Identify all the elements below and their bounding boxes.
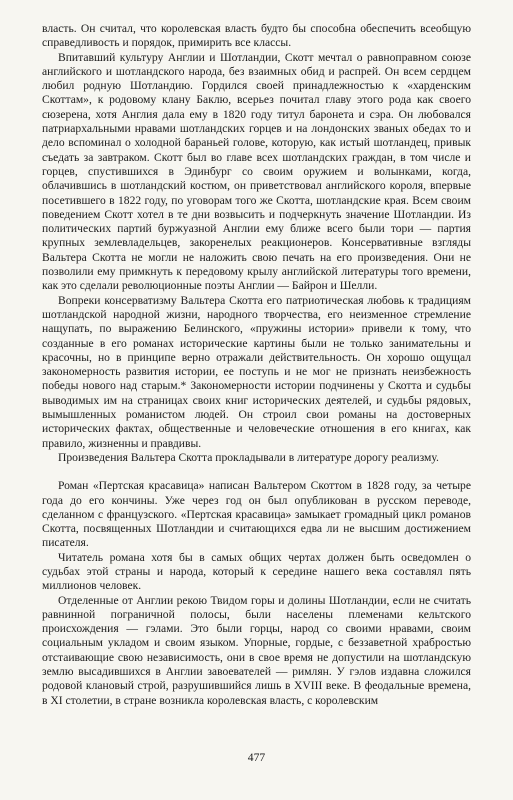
paragraph: Читатель романа хотя бы в самых общих чертах должен быть осведомлен о судьбах этой страны и народа, который к середине нашего века составлял пять миллионов человек. (42, 550, 471, 593)
section-gap (42, 465, 471, 479)
paragraph: Вопреки консерватизму Вальтера Скотта его патриотическая любовь к традициям шотландской народной жизни, народного творчества, его неизменное стремление нащупать, по выражению Белинского, «пружины истории» привели к тому, что созданные в его романах исторические картины были не только занимательны и красочны, но в принципе верно отражали действительность. Он хорошо ощущал закономерность развития истории, ее поступь и не мог не признать неизбежность победы нового над старым.* Закономерности истории подчинены у Скотта и судьбы выводимых им на страницах своих книг исторических деятелей, и судьбы рядовых, вымышленных романистом людей. Он строил свои романы на достоверных исторических фактах, общественные и человеческие отношения в его книгах, как правило, жизненны и правдивы. (42, 293, 471, 450)
body-text (42, 22, 471, 708)
page-number: 477 (247, 751, 266, 764)
paragraph: Впитавший культуру Англии и Шотландии, Скотт мечтал о равноправном союзе английского и шотландского народа, без взаимных обид и распрей. Он всем сердцем любил родную Шотландию. Гордился своей принадлежностью к «харденским Скоттам», к родовому клану Баклю, всерьез почитал главу этого рода как своего сюзерена, хотя Англия дала ему в 1820 году титул баронета и сэра. Он любовался патриархальными нравами шотландских горцев и на лондонских званых обедах то и дело вспоминал о холодной бараньей голове, которую, как истый шотландец, привык съедать за завтраком. Скотт был во главе всех шотландских граждан, в том числе и горцев, спустившихся в Эдинбург со своим оружием и волынками, когда, облачившись в шотландский костюм, он приветствовал английского короля, впервые посетившего в 1822 году, по уговорам того же Скотта, шотландские края. Всем своим поведением Скотт хотел в те дни возвысить и подчеркнуть значение Шотландии. Из политических партий буржуазной Англии ему ближе всего были тори — партия крупных землевладельцев, закоренелых реакционеров. Консервативные взгляды Вальтера Скотта не могли не наложить свою печать на его произведения. Они не позволили ему примкнуть к передовому крылу английской литературы того времени, как это сделали революционные поэты Англии — Байрон и Шелли. (42, 50, 471, 293)
paragraph: Роман «Пертская красавица» написан Вальтером Скоттом в 1828 году, за четыре года до его кончины. Уже через год он был опубликован в русском переводе, сделанном с французского. «Пертская красавица» замыкает громадный цикл романов Скотта, посвященных Шотландии и считающихся едва ли не высшим достижением писателя. (42, 479, 471, 550)
paragraph: власть. Он считал, что королевская власть будто бы способна обеспечить всеобщую справедливость и порядок, примирить все классы. (42, 22, 471, 50)
paragraph: Произведения Вальтера Скотта прокладывали в литературе дорогу реализму. (58, 450, 439, 464)
paragraph: Отделенные от Англии рекою Твидом горы и долины Шотландии, если не считать равнинной пограничной полосы, были населены племенами кельтского происхождения — гэлами. Это были горцы, народ со своими нравами, своим социальным укладом и своим языком. Упорные, гордые, с беззаветной храбростью отстаивающие свою независимость, они в свое время не допустили на шотландскую землю высадившихся в Англии завоевателей — римлян. У гэлов издавна сложился родовой клановый строй, разрушившийся лишь в XVIII веке. В феодальные времена, в XI столетии, в стране возникла королевская власть, с королевским (42, 593, 471, 707)
